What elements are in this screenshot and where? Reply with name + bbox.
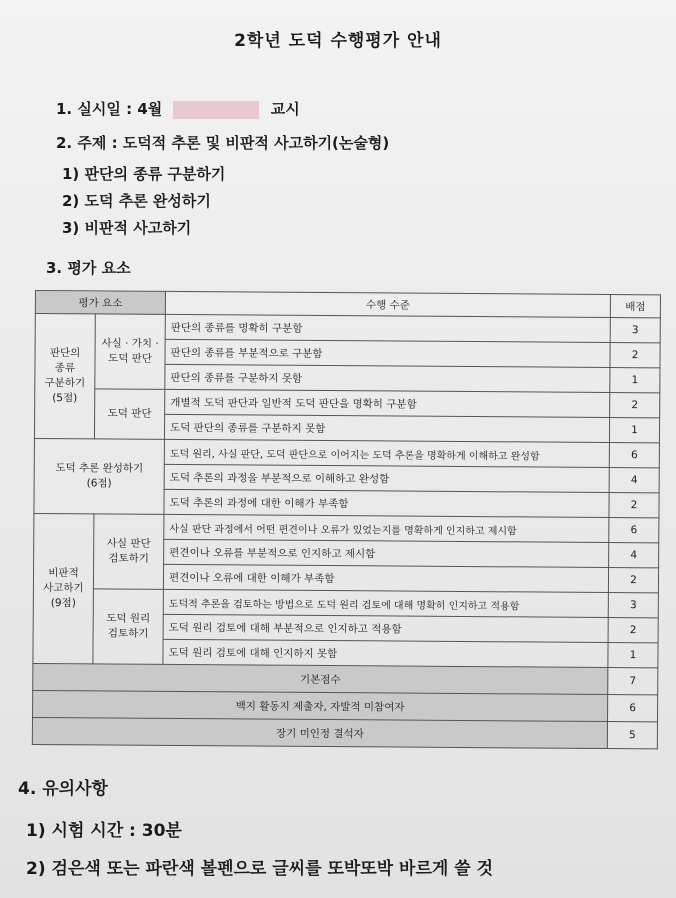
score-cell: 4 [609, 543, 659, 568]
cat-line: 사실 판단 [106, 537, 151, 550]
table-row [34, 438, 659, 467]
subitem-number: 1) [62, 165, 80, 183]
item4-number: 4. [18, 779, 37, 799]
table-footer-row [32, 717, 657, 748]
table-footer-row [33, 663, 658, 694]
subitem-number: 3) [62, 219, 80, 237]
cat-line: 구분하기 [44, 377, 86, 390]
score-cell: 2 [609, 493, 659, 518]
header-score: 배점 [610, 295, 660, 318]
note-2 [26, 854, 493, 879]
cat-line: 검토하기 [107, 627, 149, 640]
table-row [35, 389, 660, 418]
subcategory-principle-check [93, 589, 164, 664]
footer-score: 5 [607, 722, 657, 749]
score-cell: 1 [609, 418, 659, 443]
subcategory-fact-value-moral [95, 314, 166, 389]
evaluation-table [32, 290, 661, 749]
redacted-date [173, 101, 259, 119]
table-footer-row [33, 690, 658, 721]
category-moral-reasoning [34, 438, 165, 514]
footer-label: 기본점수 [33, 663, 608, 694]
table-row [33, 588, 658, 617]
item1-month: 4월 [137, 100, 163, 118]
cat-line: 도덕 추론 완성하기 [55, 462, 144, 475]
cat-line: 비판적 [48, 567, 79, 580]
page-title: 2학년 도덕 수행평가 안내 [234, 31, 442, 51]
level-cell: 편견이나 오류에 대한 이해가 부족함 [163, 564, 608, 592]
date-line [56, 98, 300, 119]
table-row [35, 314, 660, 343]
cat-line: 도덕 판단 [108, 352, 153, 365]
note-number: 2) [26, 859, 46, 879]
item3-number: 3. [46, 259, 63, 277]
category-critical-thinking [33, 513, 94, 663]
subcategory-moral-judgment: 도덕 판단 [94, 389, 164, 439]
level-cell: 도덕 추론의 과정에 대한 이해가 부족함 [164, 489, 609, 517]
cat-line: 종류 [54, 362, 76, 375]
cat-line: 도덕 원리 [106, 612, 151, 625]
footer-score: 7 [608, 668, 658, 695]
note-number: 1) [26, 821, 46, 841]
item1-number: 1. [56, 100, 73, 118]
footer-score: 6 [608, 695, 658, 722]
level-cell: 도덕 원리, 사실 판단, 도덕 판단으로 이어지는 도덕 추론을 명확하게 이해하고 완성함 [164, 439, 609, 467]
section-heading-evaluation [46, 257, 131, 278]
cat-line: 판단의 [49, 347, 81, 360]
score-cell: 6 [609, 518, 659, 543]
score-cell: 2 [608, 568, 658, 593]
subitem-number: 2) [62, 192, 80, 210]
level-cell: 도덕 원리 검토에 대해 인지하지 못함 [163, 639, 608, 667]
level-cell: 개별적 도덕 판단과 일반적 도덕 판단을 명확히 구분함 [165, 389, 610, 417]
score-cell: 4 [609, 468, 659, 493]
cat-line: 사실 · 가치 · [101, 337, 159, 350]
level-cell: 편견이나 오류를 부분적으로 인지하고 제시함 [164, 539, 609, 567]
level-cell: 도덕 판단의 종류를 구분하지 못함 [164, 414, 609, 442]
level-cell: 도덕적 추론을 검토하는 방법으로 도덕 원리 검토에 대해 명확히 인지하고 적용함 [163, 589, 608, 617]
item2-text: 주제 : 도덕적 추론 및 비판적 사고하기(논술형) [77, 134, 390, 152]
item1-suffix: 교시 [270, 100, 300, 118]
score-cell: 6 [609, 443, 659, 468]
item2-number: 2. [56, 134, 73, 152]
footer-label: 백지 활동지 제출자, 자발적 미참여자 [33, 690, 608, 721]
level-cell: 판단의 종류를 명확히 구분함 [165, 314, 610, 342]
level-cell: 도덕 원리 검토에 대해 부분적으로 인지하고 적용함 [163, 614, 608, 642]
score-cell: 3 [608, 593, 658, 618]
subitem-text: 비판적 사고하기 [84, 219, 192, 237]
score-cell: 2 [610, 343, 660, 368]
subitem-text: 판단의 종류 구분하기 [84, 165, 226, 183]
cat-line: 검토하기 [108, 552, 149, 565]
score-cell: 3 [610, 318, 660, 343]
section-heading-notes [18, 774, 108, 799]
cat-line: (5점) [52, 392, 78, 405]
item3-text: 평가 요소 [67, 259, 131, 277]
cat-line: (6점) [86, 477, 112, 490]
subcategory-fact-check [93, 514, 164, 589]
note-text: 검은색 또는 파란색 볼펜으로 글씨를 또박또박 바르게 쓸 것 [51, 859, 494, 879]
footer-label: 장기 미인정 결석자 [32, 717, 607, 748]
subitem-3 [62, 217, 191, 238]
note-1 [26, 816, 182, 841]
score-cell: 1 [608, 643, 658, 668]
subitem-2 [62, 190, 211, 211]
header-level: 수행 수준 [165, 291, 610, 317]
cat-line: 사고하기 [43, 582, 84, 595]
item4-text: 유의사항 [42, 779, 108, 799]
score-cell: 1 [610, 368, 660, 393]
item1-label: 실시일 : [77, 100, 133, 118]
score-cell: 2 [608, 618, 658, 643]
subitem-1 [62, 163, 225, 184]
topic-line [56, 132, 389, 153]
category-judgment-types [34, 314, 95, 439]
level-cell: 판단의 종류를 부분적으로 구분함 [165, 339, 610, 367]
level-cell: 도덕 추론의 과정을 부분적으로 이해하고 완성함 [164, 464, 609, 492]
table-row [34, 513, 659, 542]
header-element: 평가 요소 [35, 291, 165, 315]
note-text: 시험 시간 : 30분 [51, 821, 182, 841]
subitem-text: 도덕 추론 완성하기 [84, 192, 211, 210]
level-cell: 사실 판단 과정에서 어떤 편견이나 오류가 있었는지를 명확하게 인지하고 제시함 [164, 514, 609, 542]
cat-line: (9점) [50, 597, 76, 610]
level-cell: 판단의 종류를 구분하지 못함 [165, 364, 610, 392]
score-cell: 2 [610, 393, 660, 418]
